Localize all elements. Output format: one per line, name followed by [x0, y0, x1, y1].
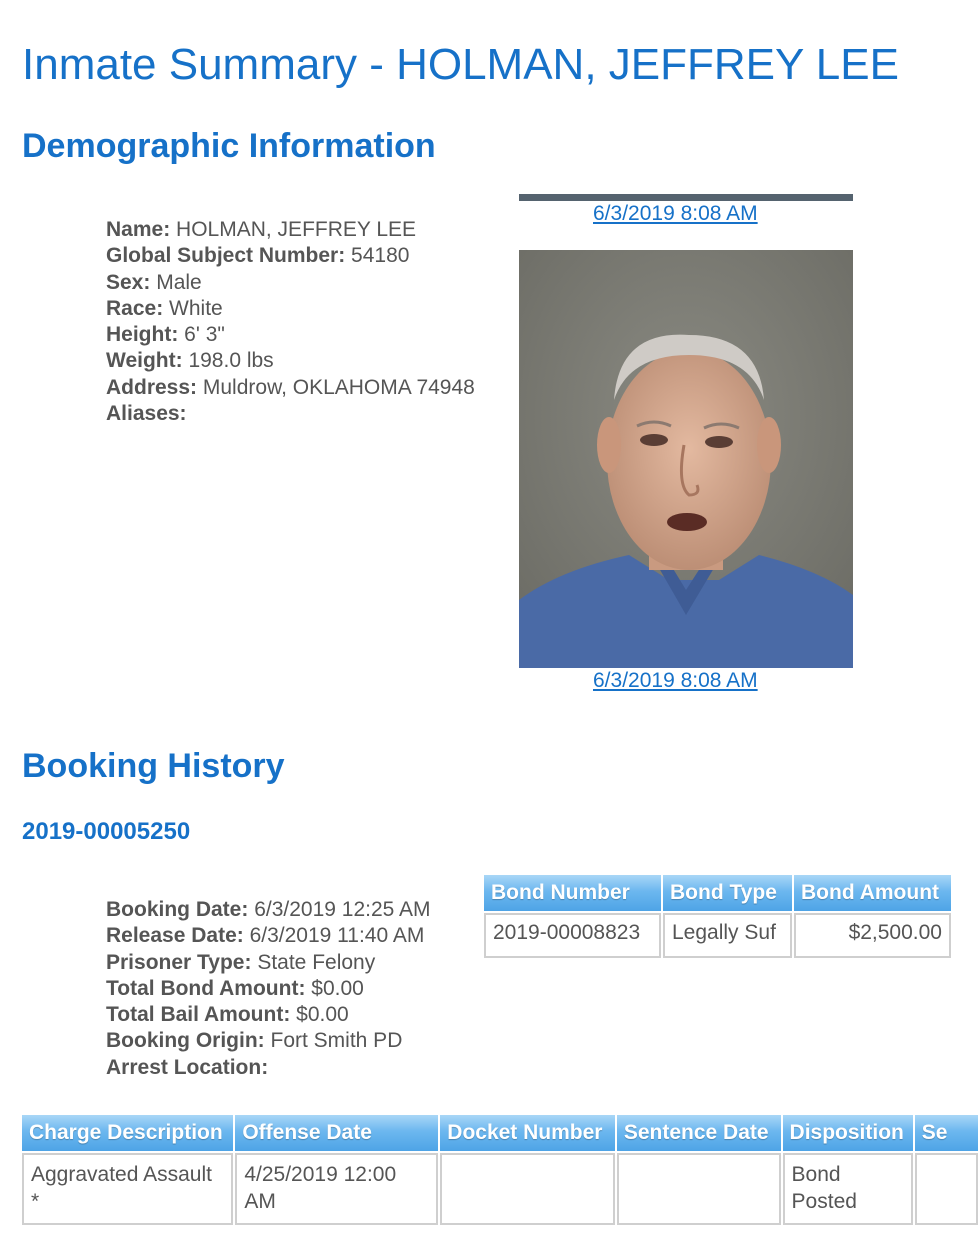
column-header[interactable]: Se [915, 1115, 978, 1151]
table-cell: Aggravated Assault * [22, 1153, 233, 1225]
booking-date-field: Booking Date: 6/3/2019 12:25 AM [106, 898, 431, 921]
mugshot-photo[interactable] [519, 250, 853, 668]
table-header-row [22, 1115, 978, 1151]
release-date-field: Release Date: 6/3/2019 11:40 AM [106, 924, 425, 948]
bond-table [482, 873, 953, 960]
arrest-location-field: Arrest Location: [106, 1055, 269, 1079]
table-cell: Legally Suf [663, 913, 792, 958]
booking-number-heading: 2019-00005250 [22, 818, 191, 845]
charge-table [20, 1113, 980, 1227]
table-cell: Bond Posted [783, 1153, 913, 1225]
table-row [484, 913, 951, 958]
total-bail-field: Total Bail Amount: $0.00 [106, 1003, 349, 1027]
address-field: Address: Muldrow, OKLAHOMA 74948 [106, 375, 475, 399]
column-header[interactable]: Bond Amount [794, 875, 951, 911]
column-header[interactable]: Charge Description [22, 1115, 233, 1151]
column-header[interactable]: Offense Date [235, 1115, 438, 1151]
aliases-field: Aliases: [106, 402, 187, 426]
column-header[interactable]: Disposition [783, 1115, 913, 1151]
prisoner-type-field: Prisoner Type: State Felony [106, 950, 376, 974]
demographic-heading: Demographic Information [22, 127, 436, 165]
booking-info [106, 897, 431, 1081]
photo-thumbnail-top[interactable] [519, 194, 853, 201]
table-cell: 2019-00008823 [484, 913, 661, 958]
page-title: Inmate Summary - HOLMAN, JEFFREY LEE [22, 40, 899, 89]
table-header-row [484, 875, 951, 911]
table-cell: $2,500.00 [794, 913, 951, 958]
table-row [22, 1153, 978, 1225]
name-field: Name: HOLMAN, JEFFREY LEE [106, 218, 417, 241]
weight-field: Weight: 198.0 lbs [106, 349, 274, 373]
mugshot-image [519, 250, 853, 668]
booking-origin-field: Booking Origin: Fort Smith PD [106, 1029, 403, 1053]
column-header[interactable]: Bond Number [484, 875, 661, 911]
booking-history-heading: Booking History [22, 747, 285, 785]
height-field: Height: 6' 3" [106, 323, 225, 347]
column-header[interactable]: Bond Type [663, 875, 792, 911]
demographic-info [106, 217, 475, 427]
table-cell: 4/25/2019 12:00 AM [235, 1153, 438, 1225]
race-field: Race: White [106, 296, 223, 320]
total-bond-field: Total Bond Amount: $0.00 [106, 976, 364, 1000]
sex-field: Sex: Male [106, 270, 202, 294]
subject-number-field: Global Subject Number: 54180 [106, 244, 410, 268]
table-cell [617, 1153, 781, 1225]
column-header[interactable]: Sentence Date [617, 1115, 781, 1151]
column-header[interactable]: Docket Number [440, 1115, 615, 1151]
table-cell [915, 1153, 978, 1225]
photo-timestamp-link[interactable]: 6/3/2019 8:08 AM [593, 669, 758, 692]
table-cell [440, 1153, 615, 1225]
photo-timestamp-link[interactable]: 6/3/2019 8:08 AM [593, 202, 758, 225]
